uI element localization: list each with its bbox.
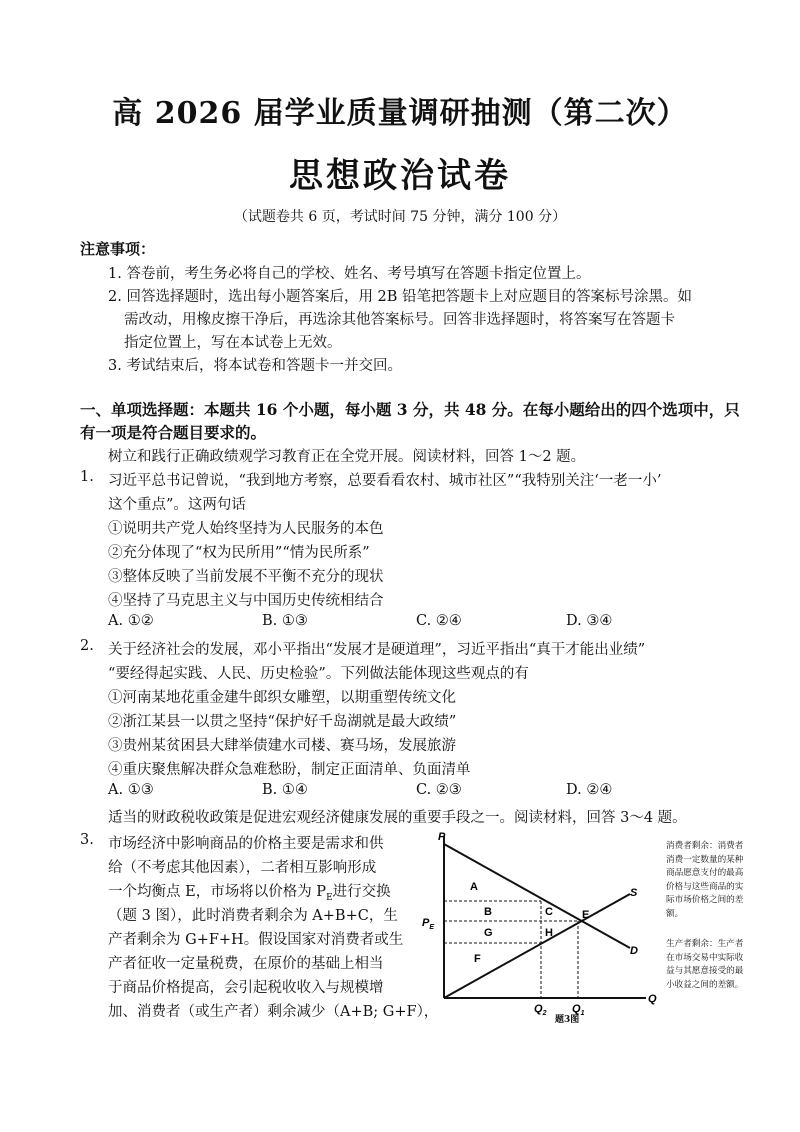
region-b: B bbox=[484, 906, 492, 918]
material-intro: 树立和践行正确政绩观学习教育正在全党开展。阅读材料，回答 1～2 题。 bbox=[108, 449, 586, 465]
answer-option: A. ①② bbox=[108, 613, 154, 629]
question-stem: “要经得起实践、人民、历史检验”。下列做法能体现这些观点的有 bbox=[108, 666, 529, 682]
answer-option: A. ①③ bbox=[108, 782, 154, 798]
answer-option: D. ②④ bbox=[566, 782, 613, 798]
statement-item: ③贵州某贫困县大肆举债建水司楼、赛马场，发展旅游 bbox=[108, 738, 456, 754]
demand-curve bbox=[444, 844, 630, 948]
subscript: E bbox=[326, 892, 333, 903]
exam-info: （试题卷共 6 页，考试时间 75 分钟，满分 100 分） bbox=[233, 209, 567, 225]
answer-option: B. ①④ bbox=[262, 782, 308, 798]
demand-label: D bbox=[630, 945, 638, 957]
statement-item: ④重庆聚焦解决群众急难愁盼，制定正面清单、负面清单 bbox=[108, 762, 471, 778]
note-line: 需改动，用橡皮擦干净后，再选涂其他答案标号。回答非选择题时，将答案写在答题卡 bbox=[124, 312, 675, 328]
region-a: A bbox=[470, 881, 478, 893]
question-number: 1. bbox=[80, 469, 94, 485]
q2-label: $Q_2$ bbox=[534, 1003, 547, 1017]
supply-demand-figure bbox=[418, 826, 658, 1022]
region-g: G bbox=[484, 927, 493, 939]
q1-label: $Q_1$ bbox=[572, 1003, 585, 1017]
section-heading: 一、单项选择题：本题共 16 个小题，每小题 3 分，共 48 分。在每小题给出的四个选项中，只 bbox=[80, 400, 740, 419]
statement-item: ①河南某地花重金建牛郎织女雕塑，以期重塑传统文化 bbox=[108, 690, 456, 706]
answer-option: D. ③④ bbox=[566, 613, 613, 629]
note-line: 1. 答卷前，考生务必将自己的学校、姓名、考号填写在答题卡指定位置上。 bbox=[108, 266, 591, 282]
question-stem: 产者剩余为 G+F+H。假设国家对消费者或生 bbox=[108, 932, 404, 948]
answer-option: C. ②③ bbox=[416, 782, 462, 798]
stem-text: 一个均衡点 E，市场将以价格为 P bbox=[108, 884, 327, 900]
axis-label-q: Q bbox=[648, 993, 657, 1005]
supply-curve bbox=[444, 894, 630, 998]
figure-caption: 题3图 bbox=[555, 1015, 580, 1025]
question-number: 3. bbox=[80, 832, 94, 848]
question-stem: 这个重点”。这两句话 bbox=[108, 497, 246, 513]
axis-label-p: P bbox=[438, 831, 446, 843]
question-stem: 市场经济中影响商品的价格主要是需求和供 bbox=[108, 836, 384, 852]
notes-heading: 注意事项： bbox=[80, 240, 156, 258]
consumer-surplus-note: 消费者剩余：消费者消费一定数量的某种商品愿意支付的最高价格与这些商品的实际市场价格之间的差额。 bbox=[666, 841, 744, 919]
question-stem: 加、消费者（或生产者）剩余减少（A+B; G+F）， bbox=[108, 1004, 439, 1020]
statement-item: ①说明共产党人始终坚持为人民服务的本色 bbox=[108, 521, 384, 537]
answer-option: C. ②④ bbox=[416, 613, 462, 629]
pe-label: $P_E$ bbox=[422, 917, 435, 931]
supply-label: S bbox=[630, 887, 638, 899]
stem-text: 进行交换 bbox=[332, 884, 391, 900]
answer-option: B. ①③ bbox=[262, 613, 308, 629]
question-stem: 产者征收一定量税费，在原价的基础上相当 bbox=[108, 956, 384, 972]
region-f: F bbox=[474, 953, 481, 965]
note-line: 2. 回答选择题时，选出每小题答案后，用 2B 铅笔把答题卡上对应题目的答案标号涂黑。如 bbox=[108, 289, 693, 305]
question-stem: 给（不考虑其他因素），二者相互影响形成 bbox=[108, 860, 377, 876]
producer-surplus-note: 生产者剩余：生产者在市场交易中实际收益与其愿意接受的最小收益之间的差额。 bbox=[666, 939, 744, 990]
question-stem: 于商品价格提高，会引起税收收入与规模增 bbox=[108, 980, 384, 996]
question-stem: 习近平总书记曾说，“我到地方考察，总要看看农村、城市社区”“我特别关注‘一老一小’ bbox=[108, 473, 662, 489]
section-heading: 有一项是符合题目要求的。 bbox=[80, 423, 267, 442]
statement-item: ②充分体现了“权为民所用”“情为民所系” bbox=[108, 545, 370, 561]
question-stem: 关于经济社会的发展，邓小平指出“发展才是硬道理”，习近平指出“真干才能出业绩” bbox=[108, 642, 646, 658]
question-stem: （题 3 图），此时消费者剩余为 A+B+C，生 bbox=[108, 908, 398, 924]
exam-title: 高 2026 届学业质量调研抽测（第二次） bbox=[112, 96, 688, 131]
note-line: 指定位置上，写在本试卷上无效。 bbox=[124, 335, 342, 351]
note-line: 3. 考试结束后，将本试卷和答题卡一并交回。 bbox=[108, 358, 402, 374]
material-intro: 适当的财政税收政策是促进宏观经济健康发展的重要手段之一。阅读材料，回答 3～4 题。 bbox=[108, 810, 687, 826]
statement-item: ④坚持了马克思主义与中国历史传统相结合 bbox=[108, 593, 384, 609]
statement-item: ③整体反映了当前发展不平衡不充分的现状 bbox=[108, 569, 384, 585]
equilibrium-label: E bbox=[582, 909, 590, 921]
subject-title: 思想政治试卷 bbox=[289, 156, 511, 196]
region-c: C bbox=[545, 906, 553, 918]
question-number: 2. bbox=[80, 638, 94, 654]
statement-item: ②浙江某县一以贯之坚持“保护好千岛湖就是最大政绩” bbox=[108, 714, 457, 730]
region-h: H bbox=[545, 927, 553, 939]
question-stem bbox=[108, 880, 391, 903]
